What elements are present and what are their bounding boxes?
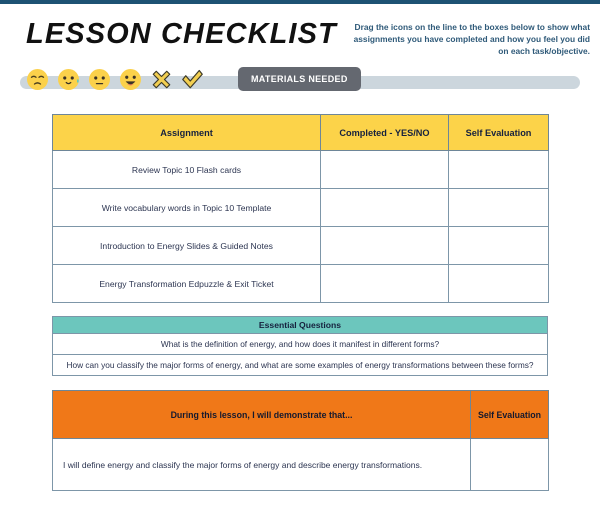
table-row [53, 227, 549, 265]
assignment-label: Introduction to Energy Slides & Guided Notes [53, 227, 321, 265]
completed-dropzone[interactable] [321, 189, 449, 227]
draggable-icons [24, 66, 206, 93]
instructions-text: Drag the icons on the line to the boxes below to show what assignments you have completed and how you feel you did on each task/objective. [353, 22, 590, 56]
table-header-row [53, 115, 549, 151]
materials-needed-badge[interactable]: MATERIALS NEEDED [238, 67, 361, 91]
table-header-row [53, 317, 548, 334]
assignment-label: Energy Transformation Edpuzzle & Exit Ticket [53, 265, 321, 303]
column-header-essential-questions: Essential Questions [53, 317, 548, 334]
page-header [0, 18, 600, 68]
self-evaluation-dropzone[interactable] [471, 439, 549, 491]
assignment-label: Write vocabulary words in Topic 10 Template [53, 189, 321, 227]
column-header-self-evaluation: Self Evaluation [449, 115, 549, 151]
self-evaluation-dropzone[interactable] [449, 151, 549, 189]
column-header-demonstrate: During this lesson, I will demonstrate that... [53, 391, 471, 439]
cross-mark-icon[interactable] [148, 66, 175, 93]
table-row [53, 439, 549, 491]
self-evaluation-dropzone[interactable] [449, 189, 549, 227]
assignments-table [52, 114, 549, 303]
essential-question-text: What is the definition of energy, and how does it manifest in different forms? [53, 334, 548, 355]
completed-dropzone[interactable] [321, 151, 449, 189]
table-header-row [53, 391, 549, 439]
check-mark-icon[interactable] [179, 66, 206, 93]
table-row [53, 151, 549, 189]
self-evaluation-dropzone[interactable] [449, 265, 549, 303]
table-row [53, 355, 548, 376]
column-header-self-evaluation: Self Evaluation [471, 391, 549, 439]
emoji-neutral-face[interactable] [86, 66, 113, 93]
emoji-happy-face[interactable] [117, 66, 144, 93]
objective-text: I will define energy and classify the major forms of energy and describe energy transformations. [53, 439, 471, 491]
completed-dropzone[interactable] [321, 227, 449, 265]
self-evaluation-dropzone[interactable] [449, 227, 549, 265]
drag-icon-strip [20, 76, 580, 90]
completed-dropzone[interactable] [321, 265, 449, 303]
demonstrate-table [52, 390, 549, 491]
essential-question-text: How can you classify the major forms of energy, and what are some examples of energy transformations between these forms? [53, 355, 548, 376]
emoji-sleepy-face[interactable] [55, 66, 82, 93]
column-header-assignment: Assignment [53, 115, 321, 151]
column-header-completed: Completed - YES/NO [321, 115, 449, 151]
emoji-sad-face[interactable] [24, 66, 51, 93]
essential-questions-table [52, 316, 548, 376]
top-accent-bar [0, 0, 600, 4]
assignment-label: Review Topic 10 Flash cards [53, 151, 321, 189]
table-row [53, 265, 549, 303]
table-row [53, 189, 549, 227]
page-title: LESSON CHECKLIST [26, 18, 337, 50]
table-row [53, 334, 548, 355]
